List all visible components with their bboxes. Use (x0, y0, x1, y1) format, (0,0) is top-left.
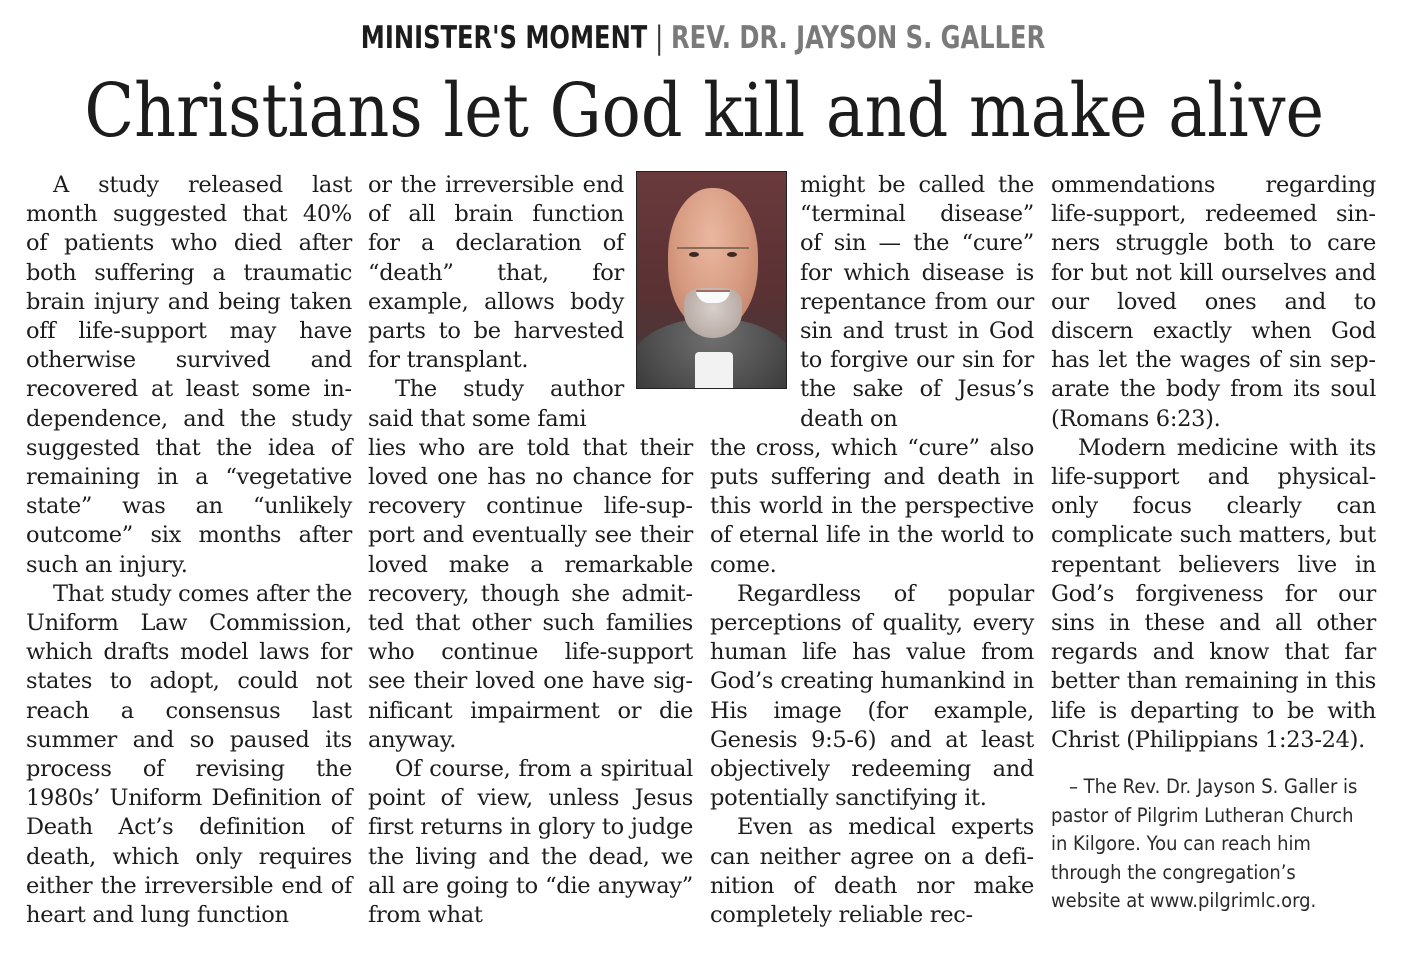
col2-wrap-wide (368, 434, 693, 930)
paragraph: Of course, from a spiritual point of view, unless Jesus first returns in glory to judge the living and the dead, we all are going to “die anyway” from what (368, 756, 693, 929)
paragraph: Even as medical experts can neither agree on a definition of death nor make completely reliable rec- (710, 814, 1034, 929)
paragraph: ommendations regarding life-support, redeemed sinners struggle both to care for but not kill ourselves and our loved ones and to discern exactly when God has let the wages of sin separate the body from its soul (Romans 6:23). (1051, 172, 1376, 432)
kicker-separator: | (655, 20, 664, 56)
paragraph: That study comes after the Uniform Law Commission, which drafts model laws for states to adopt, could not reach a consensus last summer and so paused its process of revising the 1980s’ Uniform Definition of Death Act’s definition of death, which only requires either the irreversible end of heart and lung function (26, 580, 353, 929)
section-label: MINISTER'S MOMENT (360, 20, 648, 56)
paragraph: or the irreversible end of all brain function for a declaration of “death” that, for example, allows body parts to be harvested for transplant. (368, 172, 624, 374)
col2-wrap-narrow (368, 375, 624, 433)
author-bio (1051, 773, 1368, 916)
article-column-3 (710, 171, 1034, 930)
paragraph: Regardless of popular perceptions of quality, every human life has value from God’s creating humankind in His image (for example, Genesis 9:5-6) and at least objectively redeeming and potentially sanctifying it. (710, 580, 1034, 812)
paragraph: The study author said that some fami (368, 376, 624, 432)
byline-author: REV. DR. JAYSON S. GALLER (671, 20, 1046, 56)
paragraph: Modern medicine with its life-support and physical-only focus clearly can complicate such matters, but repentant believers live in God’s forgiveness for our sins in these and all other regards and know that far better than remaining in this life is departing to be with Christ (Philippians 1:23-24). (1051, 434, 1376, 753)
headline: Christians let God kill and make alive (84, 68, 1325, 154)
bio-text: – The Rev. Dr. Jayson S. Galler is pastor of Pilgrim Lutheran Church in Kilgore. You can reach him through the congregation’s website at www.pilgrimlc.org. (1051, 775, 1358, 913)
paragraph: lies who are told that their loved one has no chance for recovery continue life-support and eventually see their loved make a remarkable recovery, though she admitted that other such families who continue life-support see their loved one have significant impairment or die anyway. (368, 434, 693, 753)
article-column-2 (368, 171, 693, 930)
paragraph: the cross, which “cure” also puts suffering and death in this world in the perspective of eternal life in the world to come. (710, 434, 1034, 578)
kicker (155, 16, 1252, 60)
article-column-4 (1051, 171, 1376, 916)
paragraph: A study released last month suggested that 40% of patients who died after both suffering a traumatic brain injury and being taken off life-support may have otherwise survived and recovered at least some independence, and the study suggested that the idea of remaining in a “vegetative state” was an “unlikely outcome” six months after such an injury. (26, 172, 352, 578)
article-column-1 (26, 171, 352, 930)
paragraph: might be called the “terminal disease” of sin — the “cure” for which disease is repentance from our sin and trust in God to forgive our sin for the sake of Jesus’s death on (800, 172, 1034, 432)
